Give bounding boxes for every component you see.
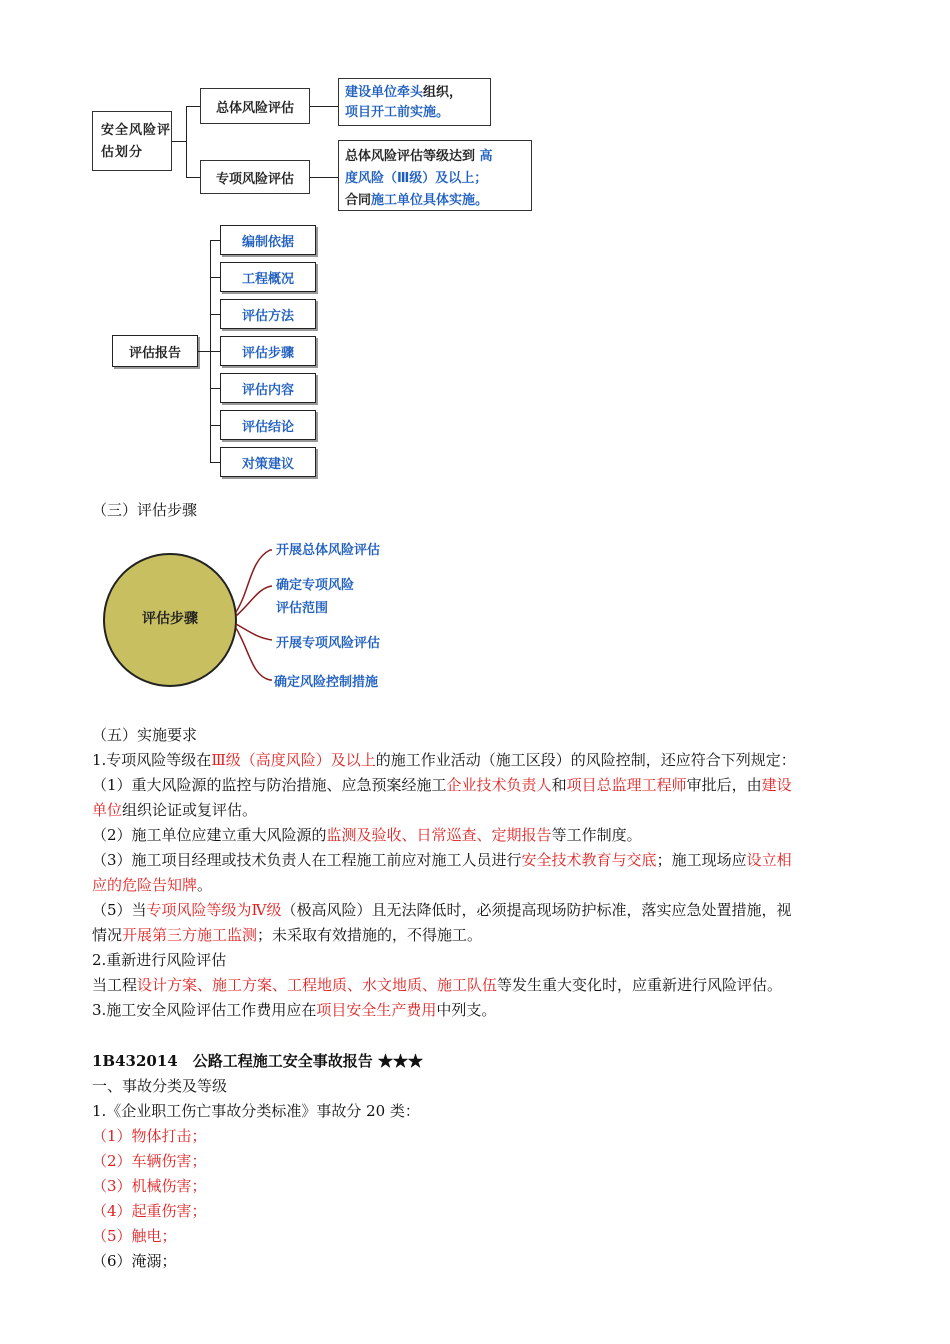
special-note-box: 总体风险评估等级达到 高 度风险（Ⅲ级）及以上； 合同施工单位具体实施。 bbox=[338, 140, 532, 211]
diagram2-root: 评估报告 bbox=[112, 335, 198, 367]
special-risk-label: 专项风险评估 bbox=[215, 171, 294, 187]
connector bbox=[210, 314, 220, 315]
list-item: （4）起重伤害； bbox=[92, 1202, 207, 1220]
report-item: 工程概况 bbox=[220, 262, 316, 292]
connector bbox=[186, 106, 200, 107]
connector bbox=[210, 388, 220, 389]
overall-note-box: 建设单位牵头组织， 项目开工前实施。 bbox=[338, 78, 491, 126]
subheading: 一、事故分类及等级 bbox=[92, 1077, 228, 1095]
paragraph: （2）施工单位应建立重大风险源的监测及验收、日常巡查、定期报告等工作制度。 bbox=[92, 826, 642, 844]
paragraph: 单位组织论证或复评估。 bbox=[92, 801, 258, 819]
root-text: 安全风险评估划分 bbox=[101, 123, 172, 160]
paragraph: 2.重新进行风险评估 bbox=[92, 951, 227, 969]
paragraph: 当工程设计方案、施工方案、工程地质、水文地质、施工队伍等发生重大变化时，应重新进行风险评估。 bbox=[92, 976, 783, 994]
list-item: （5）触电； bbox=[92, 1227, 177, 1245]
section-title: （三）评估步骤 bbox=[92, 501, 198, 519]
connector bbox=[210, 425, 220, 426]
paragraph: 1.《企业职工伤亡事故分类标准》事故分 20 类： bbox=[92, 1102, 420, 1120]
connector bbox=[186, 106, 187, 178]
step-label: 评估范围 bbox=[276, 601, 329, 616]
section-title: （五）实施要求 bbox=[92, 726, 198, 744]
list-item: （6）淹溺； bbox=[92, 1252, 177, 1270]
connector bbox=[210, 240, 220, 241]
step-connector bbox=[236, 550, 272, 612]
diagram1-root bbox=[92, 111, 172, 171]
paragraph: （1）重大风险源的监控与防治措施、应急预案经施工企业技术负责人和项目总监理工程师审批后，由建设 bbox=[92, 776, 792, 794]
paragraph: （3）施工项目经理或技术负责人在工程施工前应对施工人员进行安全技术教育与交底；施工现场应设立相 bbox=[92, 851, 792, 869]
paragraph: 3.施工安全风险评估工作费用应在项目安全生产费用中列支。 bbox=[92, 1001, 497, 1019]
step-label: 确定风险控制措施 bbox=[274, 675, 379, 690]
list-item: （3）机械伤害； bbox=[92, 1177, 207, 1195]
connector bbox=[310, 106, 338, 107]
report-item: 对策建议 bbox=[220, 447, 316, 477]
step-connector bbox=[236, 628, 272, 680]
connector bbox=[210, 462, 220, 463]
connector bbox=[198, 351, 210, 352]
connector bbox=[210, 351, 220, 352]
paragraph: 1.专项风险等级在Ⅲ级（高度风险）及以上的施工作业活动（施工区段）的风险控制，还应符合下列规定： bbox=[92, 751, 796, 769]
report-item: 编制依据 bbox=[220, 225, 316, 255]
report-item: 评估结论 bbox=[220, 410, 316, 440]
report-item: 评估步骤 bbox=[220, 336, 316, 366]
report-item: 评估内容 bbox=[220, 373, 316, 403]
connector bbox=[186, 177, 200, 178]
step-label: 开展专项风险评估 bbox=[276, 636, 381, 651]
connector bbox=[210, 277, 220, 278]
paragraph: （5）当专项风险等级为Ⅳ级（极高风险）且无法降低时，必须提高现场防护标准，落实应急处置措施，视 bbox=[92, 901, 792, 919]
steps-center-label: 评估步骤 bbox=[142, 611, 198, 627]
special-risk-box bbox=[200, 160, 310, 194]
list-item: （2）车辆伤害； bbox=[92, 1152, 207, 1170]
overall-risk-box bbox=[200, 88, 310, 124]
connector bbox=[310, 177, 338, 178]
paragraph: 情况开展第三方施工监测；未采取有效措施的，不得施工。 bbox=[92, 926, 483, 944]
overall-risk-label: 总体风险评估 bbox=[215, 100, 294, 116]
step-label: 开展总体风险评估 bbox=[276, 543, 381, 558]
section-heading: 1B432014 公路工程施工安全事故报告 ★★★ bbox=[92, 1052, 423, 1070]
list-item: （1）物体打击； bbox=[92, 1127, 207, 1145]
step-label: 确定专项风险 bbox=[276, 578, 355, 593]
connector bbox=[172, 141, 186, 142]
paragraph: 应的危险告知牌。 bbox=[92, 876, 213, 894]
report-item: 评估方法 bbox=[220, 299, 316, 329]
